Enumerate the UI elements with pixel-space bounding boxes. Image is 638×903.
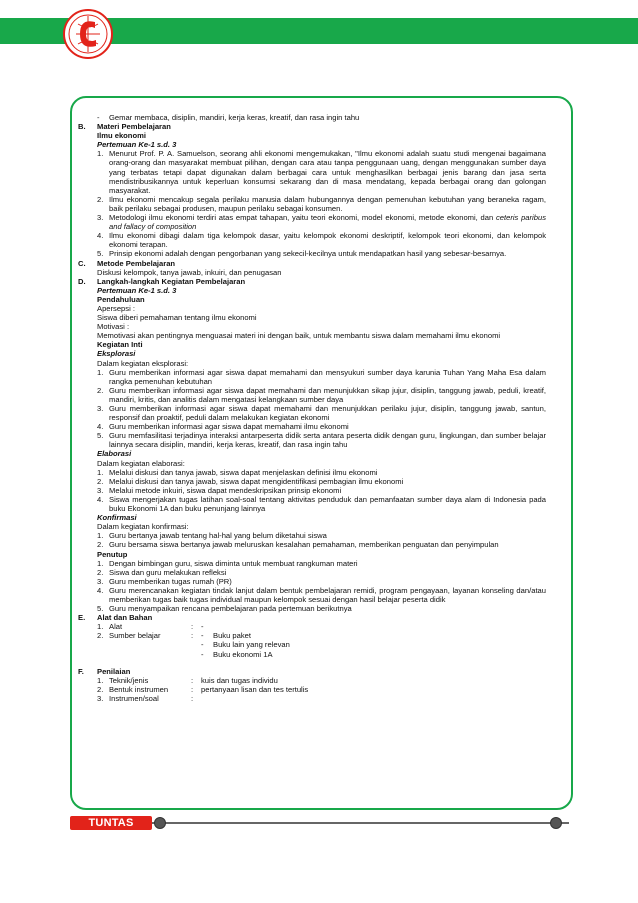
section-subtitle: Ilmu ekonomi bbox=[97, 131, 146, 141]
list-item: 2. Guru bersama siswa bertanya jawab meluruskan kesalahan pemahaman, memberikan penguatan dan penyimpulan bbox=[97, 540, 499, 550]
section-title: Alat dan Bahan bbox=[97, 613, 153, 623]
list-item: 2. Siswa dan guru melakukan refleksi bbox=[97, 567, 227, 577]
list-item: 1. Guru bertanya jawab tentang hal-hal yang belum diketahui siswa bbox=[97, 531, 327, 541]
section-title: Penilaian bbox=[97, 666, 131, 676]
circle-logo-icon bbox=[62, 4, 114, 60]
list-item: 1. Guru memberikan informasi agar siswa dapat memahami dan mensyukuri sumber daya karunia Tuhan Yang Maha Esa dalam rangka pemenuhan kebutuhan bbox=[97, 367, 546, 386]
list-item: 2. Guru memberikan informasi agar siswa dapat memahami dan menunjukkan sikap jujur, disiplin, tanggung jawab, peduli, kreatif, mandiri, kritis, dan analitis dalam mengatasi kelangkaan sumber daya bbox=[97, 385, 546, 404]
list-item: - Buku ekonomi 1A bbox=[201, 649, 273, 659]
lesson-plan-content bbox=[78, 113, 546, 703]
list-item: 3. Instrumen/soal : bbox=[97, 693, 194, 703]
list-item: 4. Ilmu ekonomi dibagi dalam tiga kelompok dasar, yaitu kelompok ekonomi deskriptif, kelompok teori ekonomi, dan kelompok ekonomi terapan. bbox=[97, 231, 546, 250]
list-item: 5. Guru menyampaikan rencana pembelajaran pada pertemuan berikutnya bbox=[97, 604, 352, 614]
list-item: 1. Menurut Prof. P. A. Samuelson, seorang ahli ekonomi mengemukakan, "Ilmu ekonomi adalah suatu studi mengenai bagaimana orang-orang dan masyarakat membuat pilihan, dengan cara atau tanpa penggunaan uang, dengan menggunakan sumber daya yang terbatas tetapi dapat digunakan dalam berbagai cara untuk menghasilkan berbagai jenis barang dan jasa serta mendistribusikannya untuk keperluan konsumsi sekarang dan di masa mendatang, kepada berbagai orang dan golongan masyarakat. bbox=[97, 149, 546, 195]
list-item: 2. Ilmu ekonomi mencakup segala perilaku manusia dalam hubungannya dengan pemenuhan kebutuhan yang beraneka ragam, baik perilaku sebagai produsen, maupun perilaku sebagai konsumen. bbox=[97, 194, 546, 213]
list-item: 1. Alat : - bbox=[97, 622, 204, 632]
list-item: - Buku lain yang relevan bbox=[201, 640, 290, 650]
list-item: 1. Melalui diskusi dan tanya jawab, siswa dapat menjelaskan definisi ilmu ekonomi bbox=[97, 467, 378, 477]
footer-knob-right bbox=[550, 817, 562, 829]
list-item: 4. Guru memberikan informasi agar siswa dapat memahami ilmu ekonomi bbox=[97, 422, 349, 432]
footer-bar bbox=[70, 816, 569, 830]
section-d: D. Langkah-langkah Kegiatan Pembelajaran Pertemuan Ke-1 s.d. 3 Pendahuluan Apersepsi : Siswa diberi pemahaman tentang ilmu ekonomi Motivasi : Memotivasi akan pentingnya menguasai materi ini dengan baik, untuk membantu siswa dalam memahami ilmu ekonomi Kegiatan Inti Eksplorasi Dalam kegiatan eksplorasi: 1. Guru memberikan informasi agar siswa dapat memahami dan mensyukuri sumber daya karunia Tuhan Yang Maha Esa dalam rangka pemenuhan kebutuhan 2. Guru memberikan informasi agar siswa dapat memahami dan menunjukkan sikap jujur, disiplin, tanggung jawab, peduli, kreatif, mandiri, kritis, dan analitis dalam mengatasi kelangkaan sumber daya 3. Guru memberikan informasi agar siswa dapat memahami dan menunjukkan perilaku jujur, disiplin, tanggung jawab, santun, responsif dan proaktif, peduli dalam melakukan kegiatan ekonomi 4. Guru memberikan informasi agar siswa dapat memahami ilmu ekonomi 5. Guru memfasilitasi terjadinya interaksi antarpeserta didik serta antara peserta didik dengan guru, lingkungan, dan sumber belajar lainnya secara disiplin, mandiri, kerja keras, kreatif, dan rasa ingin tahu Elaborasi Dalam kegiatan elaborasi: 1. Melalui diskusi dan tanya jawab, siswa dapat menjelaskan definisi ilmu ekonomi 2. Melalui diskusi dan tanya jawab, siswa dapat mengidentifikasi pembagian ilmu ekonomi 3. Melalui metode inkuiri, siswa dapat mendeskripsikan prinsip ekonomi 4. Siswa mengerjakan tugas latihan soal-soal tentang aktivitas penduduk dan pemanfaatan sumber daya alam di Indonesia pada buku Ekonomi 1A dan buku penunjang lainnya Konfirmasi Dalam kegiatan konfirmasi: 1. Guru bertanya jawab tentang hal-hal yang belum diketahui siswa 2. Guru bersama siswa bertanya jawab meluruskan kesalahan pemahaman, memberikan penguatan dan penyimpulan Penutup 1. Dengan bimbingan guru, siswa diminta untuk membuat rangkuman materi 2. Siswa dan guru melakukan refleksi 3. Guru memberikan tugas rumah (PR) 4. Guru merencanakan kegiatan tindak lanjut dalam bentuk pembelajaran remidi, program pengayaan, layanan konseling dan/atau memberikan tugas baik tugas individual maupun kelompok sesuai dengan hasil belajar peserta didik 5. Guru menyampaikan rencana pembelajaran pada pertemuan berikutnya bbox=[78, 276, 546, 614]
intro-line: - Gemar membaca, disiplin, mandiri, kerja keras, kreatif, dan rasa ingin tahu bbox=[97, 113, 360, 122]
list-item: 5. Guru memfasilitasi terjadinya interaksi antarpeserta didik serta antara peserta didik dengan guru, lingkungan, dan sumber belajar lainnya secara disiplin, mandiri, kerja keras, kreatif, dan rasa ingin tahu bbox=[97, 431, 546, 450]
list-item: 3. Guru memberikan informasi agar siswa dapat memahami dan menunjukkan perilaku jujur, disiplin, tanggung jawab, santun, responsif dan proaktif, peduli dalam melakukan kegiatan ekonomi bbox=[97, 404, 546, 423]
meeting-label: Pertemuan Ke-1 s.d. 3 bbox=[97, 140, 177, 150]
list-item: 1. Dengan bimbingan guru, siswa diminta untuk membuat rangkuman materi bbox=[97, 558, 358, 568]
list-item: 4. Guru merencanakan kegiatan tindak lanjut dalam bentuk pembelajaran remidi, program pengayaan, layanan konseling dan/atau memberikan tugas baik tugas individual maupun kelompok sesuai dengan hasil belajar peserta didik bbox=[97, 585, 546, 604]
list-item: 3. Melalui metode inkuiri, siswa dapat mendeskripsikan prinsip ekonomi bbox=[97, 485, 342, 495]
list-item: 2. Sumber belajar : - Buku paket bbox=[97, 631, 251, 641]
list-item: 4. Siswa mengerjakan tugas latihan soal-soal tentang aktivitas penduduk dan pemanfaatan sumber daya alam di Indonesia pada buku Ekonomi 1A dan buku penunjang lainnya bbox=[97, 494, 546, 514]
meeting-label: Pertemuan Ke-1 s.d. 3 bbox=[97, 285, 177, 295]
section-f: F. Penilaian 1. Teknik/jenis : kuis dan tugas individu 2. Bentuk instrumen : pertanyaan lisan dan tes tertulis 3. Instrumen/soal : bbox=[78, 667, 546, 703]
section-title: Metode Pembelajaran bbox=[97, 258, 176, 268]
section-c: C. Metode Pembelajaran Diskusi kelompok, tanya jawab, inkuiri, dan penugasan bbox=[78, 259, 546, 277]
section-title: Materi Pembelajaran bbox=[97, 122, 171, 132]
list-item: 5. Prinsip ekonomi adalah dengan pengorbanan yang sekecil-kecilnya untuk mendapatkan hasil yang sebesar-besarnya. bbox=[97, 249, 507, 259]
section-title: Langkah-langkah Kegiatan Pembelajaran bbox=[97, 276, 246, 286]
list-item: 2. Bentuk instrumen : pertanyaan lisan dan tes tertulis bbox=[97, 684, 309, 694]
list-item: 3. Guru memberikan tugas rumah (PR) bbox=[97, 576, 232, 586]
section-e: E. Alat dan Bahan 1. Alat : - 2. Sumber belajar : - Buku paket - Buku lain yang relevan - Buku ekonomi 1A bbox=[78, 613, 546, 666]
footer-knob-left bbox=[154, 817, 166, 829]
section-b: B. Materi Pembelajaran Ilmu ekonomi Pertemuan Ke-1 s.d. 3 1. Menurut Prof. P. A. Samuelson, seorang ahli ekonomi mengemukakan, "Ilmu ekonomi adalah suatu studi mengenai bagaimana orang-orang dan masyarakat membuat pilihan, dengan cara atau tanpa penggunaan uang, dengan menggunakan sumber daya yang terbatas tetapi dapat digunakan dalam berbagai cara untuk menghasilkan berbagai jenis barang dan jasa serta mendistribusikannya untuk keperluan konsumsi sekarang dan di masa mendatang, kepada berbagai orang dan golongan masyarakat. 2. Ilmu ekonomi mencakup segala perilaku manusia dalam hubungannya dengan pemenuhan kebutuhan yang beraneka ragam, baik perilaku sebagai produsen, maupun perilaku sebagai konsumen. 3. Metodologi ilmu ekonomi terdiri atas empat tahapan, yaitu teori ekonomi, model ekonomi, metode ekonomi, dan ceteris paribus and fallacy of composition 4. Ilmu ekonomi dibagi dalam tiga kelompok dasar, yaitu kelompok ekonomi deskriptif, kelompok teori ekonomi, dan kelompok ekonomi terapan. 5. Prinsip ekonomi adalah dengan pengorbanan yang sekecil-kecilnya untuk mendapatkan hasil yang sebesar-besarnya. bbox=[78, 122, 546, 259]
list-item: 2. Melalui diskusi dan tanya jawab, siswa dapat mengidentifikasi pembagian ilmu ekonomi bbox=[97, 476, 404, 486]
tuntas-badge: TUNTAS bbox=[70, 816, 152, 830]
list-item: 3. Metodologi ilmu ekonomi terdiri atas empat tahapan, yaitu teori ekonomi, model ekonomi, metode ekonomi, dan ceteris paribus and fallacy of composition bbox=[97, 213, 546, 232]
list-item: 1. Teknik/jenis : kuis dan tugas individu bbox=[97, 675, 278, 685]
